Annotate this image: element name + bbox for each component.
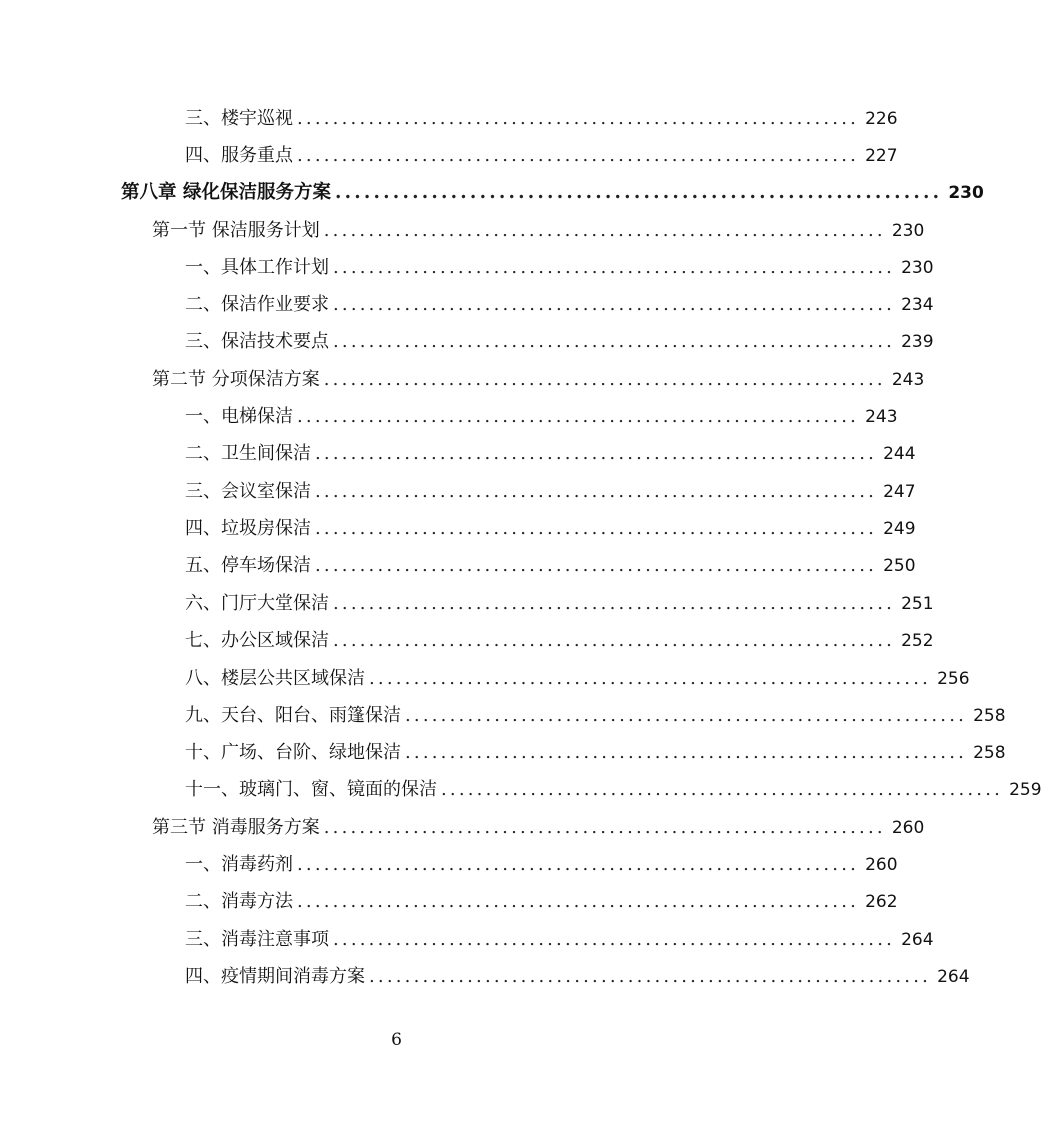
toc-chapter-entry[interactable] [121, 178, 984, 208]
toc-entry-page: 264 [937, 967, 970, 987]
toc-entry-title: 第三节 消毒服务方案 [152, 817, 320, 838]
toc-entry-title: 四、垃圾房保洁 [185, 518, 311, 539]
toc-entry-title: 二、消毒方法 [185, 891, 293, 912]
toc-entry-page: 249 [883, 519, 916, 539]
toc-entry[interactable] [185, 925, 934, 955]
toc-entry[interactable] [185, 738, 1006, 768]
toc-entry-title: 六、门厅大堂保洁 [185, 593, 329, 614]
toc-entry-title: 四、疫情期间消毒方案 [185, 966, 365, 987]
toc-entry-page: 230 [891, 221, 925, 241]
toc-entry-page: 230 [948, 183, 984, 203]
toc-leader-dots: ............................................................... [315, 481, 878, 502]
toc-section-entry[interactable] [152, 813, 925, 843]
toc-leader-dots: ............................................................... [333, 331, 896, 352]
toc-entry-title: 第八章 绿化保洁服务方案 [121, 182, 331, 203]
toc-leader-dots: ............................................................... [297, 145, 860, 166]
toc-entry-title: 二、卫生间保洁 [185, 443, 311, 464]
toc-entry-title: 二、保洁作业要求 [185, 294, 329, 315]
toc-entry[interactable] [185, 327, 934, 357]
toc-entry-page: 258 [973, 743, 1006, 763]
toc-entry-page: 258 [973, 706, 1006, 726]
toc-leader-dots: ............................................................... [323, 369, 886, 390]
toc-entry[interactable] [185, 104, 898, 134]
toc-leader-dots: ............................................................... [369, 668, 932, 689]
toc-entry-page: 227 [865, 146, 898, 166]
toc-entry-title: 十一、玻璃门、窗、镜面的保洁 [185, 779, 437, 800]
toc-entry[interactable] [185, 775, 1042, 805]
toc-entry[interactable] [185, 962, 970, 992]
toc-entry-title: 十、广场、台阶、绿地保洁 [185, 742, 401, 763]
toc-entry-page: 243 [865, 407, 898, 427]
toc-entry-title: 一、电梯保洁 [185, 406, 293, 427]
toc-leader-dots: ............................................................... [323, 220, 886, 241]
toc-leader-dots: ............................................................... [297, 891, 860, 912]
footer-page-number: 6 [391, 1030, 402, 1050]
toc-leader-dots: ............................................................... [323, 817, 886, 838]
toc-entry[interactable] [185, 589, 934, 619]
toc-section-entry[interactable] [152, 365, 925, 395]
toc-entry-page: 262 [865, 892, 898, 912]
toc-leader-dots: ............................................................... [333, 630, 896, 651]
toc-entry[interactable] [185, 850, 898, 880]
toc-leader-dots: ............................................................... [297, 108, 860, 129]
toc-entry-page: 244 [883, 444, 916, 464]
toc-entry-page: 234 [901, 295, 934, 315]
toc-entry-page: 230 [901, 258, 934, 278]
toc-leader-dots: ............................................................... [297, 854, 860, 875]
toc-leader-dots: ............................................................... [315, 555, 878, 576]
toc-entry[interactable] [185, 253, 934, 283]
toc-leader-dots: ............................................................... [441, 779, 1004, 800]
toc-entry[interactable] [185, 887, 898, 917]
toc-entry-title: 一、具体工作计划 [185, 257, 329, 278]
toc-entry-page: 260 [865, 855, 898, 875]
toc-leader-dots: ............................................................... [315, 518, 878, 539]
toc-entry-page: 226 [865, 109, 898, 129]
toc-entry-page: 243 [891, 370, 925, 390]
toc-entry-title: 三、会议室保洁 [185, 481, 311, 502]
toc-leader-dots: ............................................................... [405, 742, 968, 763]
toc-leader-dots: ............................................................... [334, 182, 943, 203]
toc-entry-page: 252 [901, 631, 934, 651]
toc-entry-page: 264 [901, 930, 934, 950]
toc-entry-page: 250 [883, 556, 916, 576]
toc-leader-dots: ............................................................... [333, 294, 896, 315]
toc-entry-page: 251 [901, 594, 934, 614]
toc-entry-title: 七、办公区域保洁 [185, 630, 329, 651]
toc-leader-dots: ............................................................... [315, 443, 878, 464]
toc-entry[interactable] [185, 439, 916, 469]
toc-entry-page: 260 [891, 818, 925, 838]
toc-leader-dots: ............................................................... [369, 966, 932, 987]
toc-entry-title: 五、停车场保洁 [185, 555, 311, 576]
toc-entry-title: 四、服务重点 [185, 145, 293, 166]
toc-entry-page: 239 [901, 332, 934, 352]
toc-leader-dots: ............................................................... [405, 705, 968, 726]
toc-entry-title: 三、楼宇巡视 [185, 108, 293, 129]
toc-entry-title: 三、保洁技术要点 [185, 331, 329, 352]
toc-leader-dots: ............................................................... [333, 257, 896, 278]
toc-entry-title: 三、消毒注意事项 [185, 929, 329, 950]
toc-section-entry[interactable] [152, 216, 925, 246]
toc-leader-dots: ............................................................... [333, 593, 896, 614]
toc-entry-page: 259 [1009, 780, 1042, 800]
toc-entry-title: 第二节 分项保洁方案 [152, 369, 320, 390]
toc-entry-title: 八、楼层公共区域保洁 [185, 668, 365, 689]
toc-entry[interactable] [185, 664, 970, 694]
toc-entry-title: 一、消毒药剂 [185, 854, 293, 875]
toc-entry-page: 256 [937, 669, 970, 689]
toc-entry[interactable] [185, 477, 916, 507]
toc-entry-page: 247 [883, 482, 916, 502]
toc-entry[interactable] [185, 141, 898, 171]
toc-entry-title: 九、天台、阳台、雨篷保洁 [185, 705, 401, 726]
toc-entry[interactable] [185, 402, 898, 432]
toc-entry[interactable] [185, 551, 916, 581]
toc-entry[interactable] [185, 626, 934, 656]
toc-entry[interactable] [185, 290, 934, 320]
toc-entry[interactable] [185, 701, 1006, 731]
toc-entry-title: 第一节 保洁服务计划 [152, 220, 320, 241]
toc-leader-dots: ............................................................... [333, 929, 896, 950]
toc-entry[interactable] [185, 514, 916, 544]
toc-leader-dots: ............................................................... [297, 406, 860, 427]
